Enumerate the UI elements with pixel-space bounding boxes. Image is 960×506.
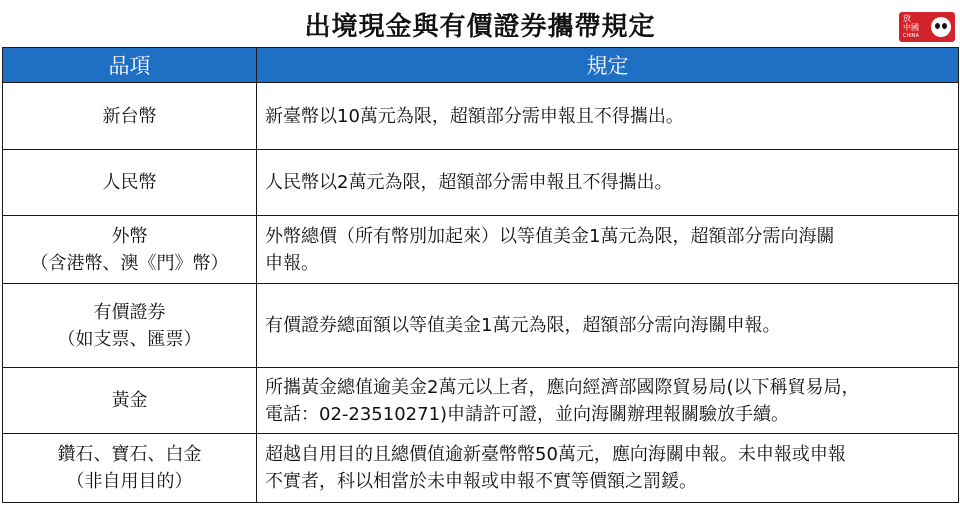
page-title: 出境現金與有價證券攜帶規定 <box>304 12 656 42</box>
table-row <box>3 284 959 368</box>
brand-logo <box>899 12 955 42</box>
item-cell: 黃金 <box>3 368 257 434</box>
rule-cell: 超越自用目的且總價值逾新臺幣幣50萬元，應向海關申報。未申報或申報 不實者，科以相當於未申報或申報不實等價額之罰鍰。 <box>257 434 959 503</box>
item-cell: 外幣 （含港幣、澳《門》幣） <box>3 216 257 284</box>
table-row <box>3 216 959 284</box>
regulation-table <box>2 47 959 503</box>
item-cell: 新台幣 <box>3 83 257 150</box>
table-header-row <box>3 48 959 83</box>
header-rule: 規定 <box>257 48 959 83</box>
table-row <box>3 368 959 434</box>
rule-cell: 新臺幣以10萬元為限，超額部分需申報且不得攜出。 <box>257 83 959 150</box>
table-row <box>3 434 959 503</box>
table-row <box>3 83 959 150</box>
rule-cell: 外幣總價（所有幣別加起來）以等值美金1萬元為限，超額部分需向海關 申報。 <box>257 216 959 284</box>
rule-cell: 所攜黃金總值逾美金2萬元以上者，應向經濟部國際貿易局(以下稱貿易局， 電話：02-23510271)申請許可證，並向海關辦理報關驗放手續。 <box>257 368 959 434</box>
rule-cell: 有價證券總面額以等值美金1萬元為限，超額部分需向海關申報。 <box>257 284 959 368</box>
item-cell: 有價證券 （如支票、匯票） <box>3 284 257 368</box>
item-cell: 人民幣 <box>3 150 257 216</box>
table-row <box>3 150 959 216</box>
header-item: 品項 <box>3 48 257 83</box>
rule-cell: 人民幣以2萬元為限，超額部分需申報且不得攜出。 <box>257 150 959 216</box>
item-cell: 鑽石、寶石、白金 （非自用目的） <box>3 434 257 503</box>
panda-icon <box>931 17 951 37</box>
logo-text: 放 中國 CHINA <box>903 13 919 39</box>
